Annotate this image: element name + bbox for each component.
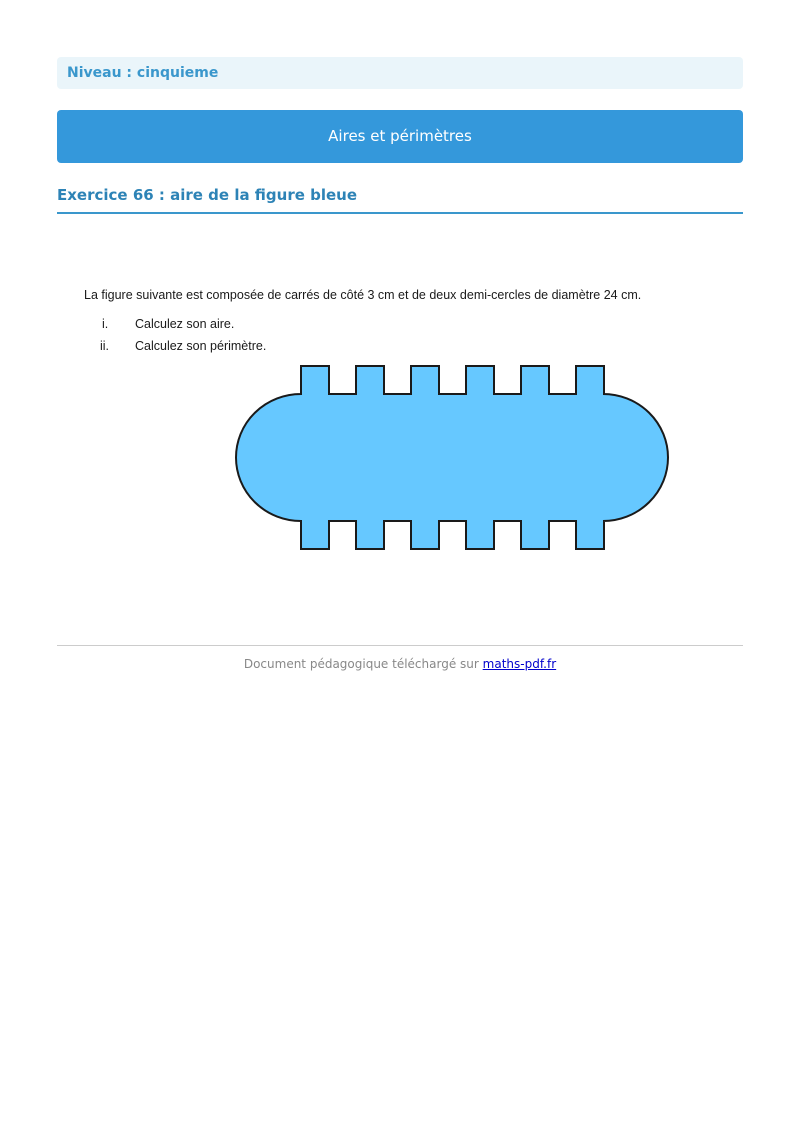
footer-text: Document pédagogique téléchargé sur	[243, 657, 479, 671]
level-label: Niveau : cinquieme	[57, 57, 743, 89]
chapter-title: Aires et périmètres	[57, 110, 743, 163]
question-number: ii.	[100, 339, 110, 353]
footer-link[interactable]: maths-pdf.fr	[482, 657, 557, 671]
blue-figure	[57, 270, 743, 570]
exercise-statement: La figure suivante est composée de carrés de côté 3 cm et de deux demi-cercles de diamètre 24 cm.	[84, 288, 642, 302]
footer	[57, 657, 743, 671]
question-number: i.	[102, 317, 109, 331]
figure-shape	[236, 366, 668, 549]
exercise-title: Exercice 66 : aire de la figure bleue	[57, 185, 743, 214]
question-text: Calculez son aire.	[135, 317, 235, 331]
exercise-content	[57, 270, 743, 570]
question-text: Calculez son périmètre.	[135, 339, 267, 353]
footer-divider	[57, 645, 743, 646]
